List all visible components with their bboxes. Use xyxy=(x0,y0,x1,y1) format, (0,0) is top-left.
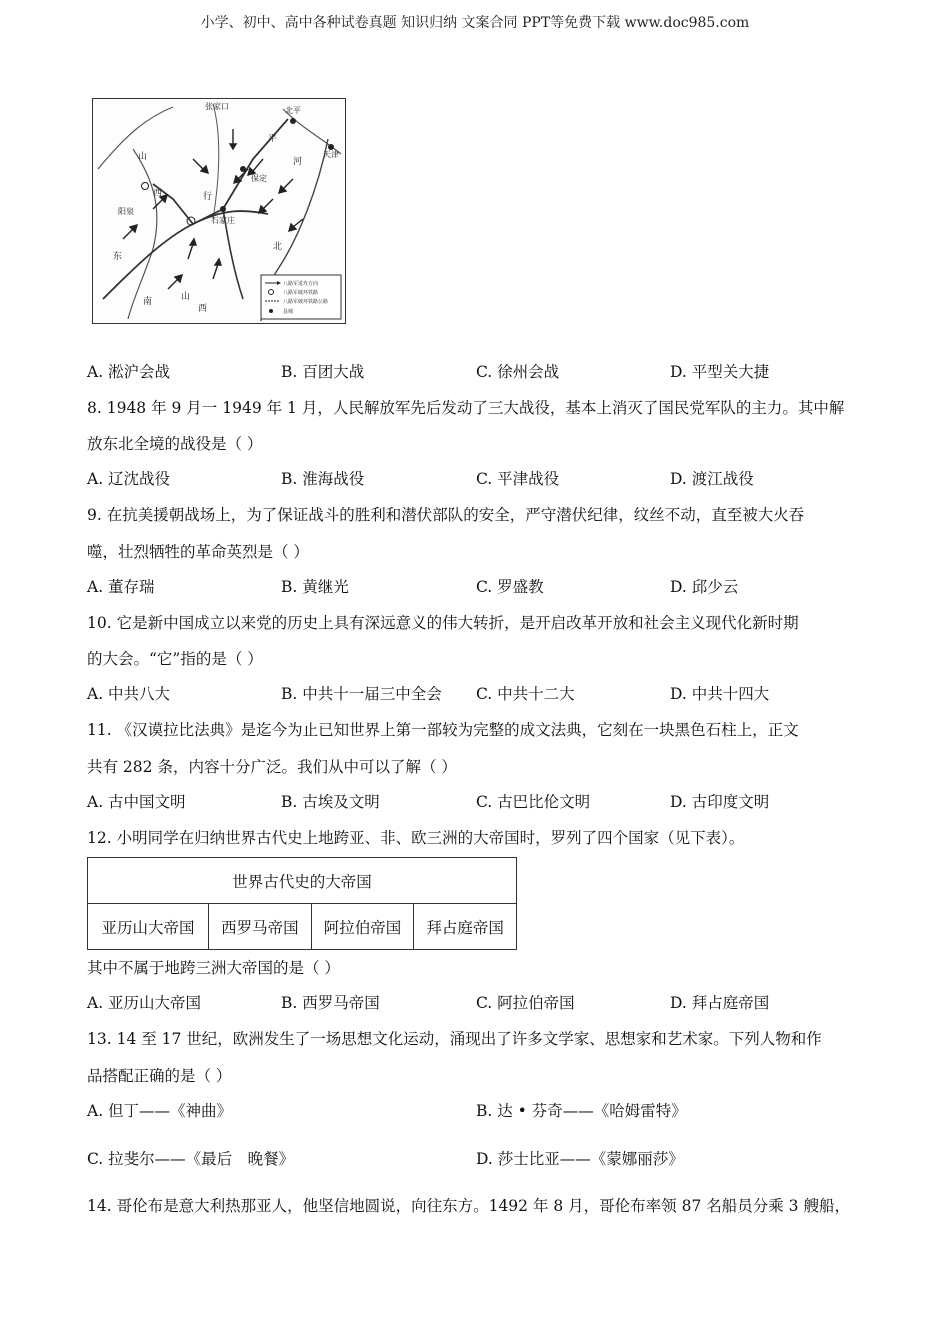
legend-rail: 八路军破坏铁路 xyxy=(283,290,319,296)
q10-stem-line1: 10. 它是新中国成立以来党的历史上具有深远意义的伟大转折，是开启改革开放和社会主义现代化新时期 xyxy=(87,614,799,632)
page-header: 小学、初中、高中各种试卷真题 知识归纳 文案合同 PPT等免费下载 www.doc985.com xyxy=(200,15,750,31)
q11-option-d[interactable]: D. 古印度文明 xyxy=(670,793,770,811)
q8-option-c[interactable]: C. 平津战役 xyxy=(476,470,560,488)
map-label-zhangjiakou: 张家口 xyxy=(205,102,229,111)
q7-option-b[interactable]: B. 百团大战 xyxy=(281,363,365,381)
empires-table xyxy=(87,857,517,950)
q13-option-c[interactable]: C. 拉斐尔——《最后 晚餐》 xyxy=(87,1150,295,1168)
map-label-baoding: 保定 xyxy=(251,174,267,183)
q9-stem-line2: 噬，壮烈牺牲的革命英烈是（ ） xyxy=(87,543,309,561)
map-graphic xyxy=(93,99,345,323)
q10-option-d[interactable]: D. 中共十四大 xyxy=(670,685,770,703)
q9-option-a[interactable]: A. 董存瑞 xyxy=(87,578,155,596)
q12-option-d[interactable]: D. 拜占庭帝国 xyxy=(670,994,770,1012)
q8-stem-line2: 放东北全境的战役是（ ） xyxy=(87,435,263,453)
map-label-tianjin: 天津 xyxy=(323,150,339,159)
empires-table-title: 世界古代史的大帝国 xyxy=(88,858,517,904)
q13-stem-line1: 13. 14 至 17 世纪，欧洲发生了一场思想文化运动，涌现出了许多文学家、思想家和艺术家。下列人物和作 xyxy=(87,1030,822,1048)
q13-stem-line2: 品搭配正确的是（ ） xyxy=(87,1067,232,1085)
q8-option-a[interactable]: A. 辽沈战役 xyxy=(87,470,171,488)
q10-option-b[interactable]: B. 中共十一届三中全会 xyxy=(281,685,442,703)
q11-stem-line2: 共有 282 条，内容十分广泛。我们从中可以了解（ ） xyxy=(87,758,457,776)
map-label-xi2: 西 xyxy=(198,304,208,314)
baituan-war-map xyxy=(92,98,346,324)
q12-option-b[interactable]: B. 西罗马帝国 xyxy=(281,994,380,1012)
q11-stem-line1: 11. 《汉谟拉比法典》是迄今为止已知世界上第一部较为完整的成文法典，它刻在一块黑色石柱上，正文 xyxy=(87,721,799,739)
map-label-xing: 行 xyxy=(203,192,213,202)
q7-option-c[interactable]: C. 徐州会战 xyxy=(476,363,560,381)
empires-table-cell: 亚历山大帝国 xyxy=(88,904,209,950)
legend-attack: 八路军进攻方向 xyxy=(283,281,319,287)
q14-stem-line1: 14. 哥伦布是意大利热那亚人，他坚信地圆说，向往东方。1492 年 8 月，哥伦布率领 87 名船员分乘 3 艘船， xyxy=(87,1197,850,1215)
legend-rail-road: 八路军破坏铁路公路 xyxy=(283,299,329,305)
q11-option-c[interactable]: C. 古巴比伦文明 xyxy=(476,793,591,811)
q9-option-b[interactable]: B. 黄继光 xyxy=(281,578,349,596)
q13-option-a[interactable]: A. 但丁——《神曲》 xyxy=(87,1102,233,1120)
q9-stem-line1: 9. 在抗美援朝战场上，为了保证战斗的胜利和潜伏部队的安全，严守潜伏纪律，纹丝不动，直至被大火吞 xyxy=(87,506,805,524)
q13-option-b[interactable]: B. 达 • 芬奇——《哈姆雷特》 xyxy=(476,1102,687,1120)
map-label-beiping: 北平 xyxy=(285,106,301,115)
q10-option-c[interactable]: C. 中共十二大 xyxy=(476,685,575,703)
map-label-he: 河 xyxy=(293,157,303,167)
q8-stem-line1: 8. 1948 年 9 月一 1949 年 1 月，人民解放军先后发动了三大战役，基本上消灭了国民党军队的主力。其中解 xyxy=(87,399,845,417)
q7-option-a[interactable]: A. 淞沪会战 xyxy=(87,363,171,381)
map-label-bei: 北 xyxy=(273,242,283,252)
q8-option-d[interactable]: D. 渡江战役 xyxy=(670,470,754,488)
empires-table-cell: 西罗马帝国 xyxy=(209,904,312,950)
q10-stem-line2: 的大会。“它”指的是（ ） xyxy=(87,650,263,668)
map-label-shijiazhuang: 石家庄 xyxy=(211,216,235,225)
map-label-xi: 西 xyxy=(153,189,163,199)
q12-stem-line2: 其中不属于地跨三洲大帝国的是（ ） xyxy=(87,959,340,977)
q10-option-a[interactable]: A. 中共八大 xyxy=(87,685,171,703)
empires-table-cell: 阿拉伯帝国 xyxy=(311,904,414,950)
map-label-shan: 山 xyxy=(138,152,148,162)
map-label-nan: 南 xyxy=(143,297,153,307)
map-legend xyxy=(261,275,341,319)
map-label-dong: 东 xyxy=(113,252,123,262)
q13-option-d[interactable]: D. 莎士比亚——《蒙娜丽莎》 xyxy=(476,1150,684,1168)
q8-option-b[interactable]: B. 淮海战役 xyxy=(281,470,365,488)
q12-stem-line1: 12. 小明同学在归纳世界古代史上地跨亚、非、欧三洲的大帝国时，罗列了四个国家（见下表）。 xyxy=(87,829,745,847)
q9-option-d[interactable]: D. 邱少云 xyxy=(670,578,739,596)
q9-option-c[interactable]: C. 罗盛教 xyxy=(476,578,544,596)
map-label-ping: 平 xyxy=(268,134,278,144)
map-label-yangquan: 阳泉 xyxy=(118,207,134,216)
map-label-shan2: 山 xyxy=(181,292,191,302)
q12-option-c[interactable]: C. 阿拉伯帝国 xyxy=(476,994,575,1012)
legend-county: 县城 xyxy=(283,309,294,315)
q11-option-a[interactable]: A. 古中国文明 xyxy=(87,793,186,811)
q12-option-a[interactable]: A. 亚历山大帝国 xyxy=(87,994,202,1012)
empires-table-cell: 拜占庭帝国 xyxy=(414,904,517,950)
q11-option-b[interactable]: B. 古埃及文明 xyxy=(281,793,380,811)
q7-option-d[interactable]: D. 平型关大捷 xyxy=(670,363,770,381)
